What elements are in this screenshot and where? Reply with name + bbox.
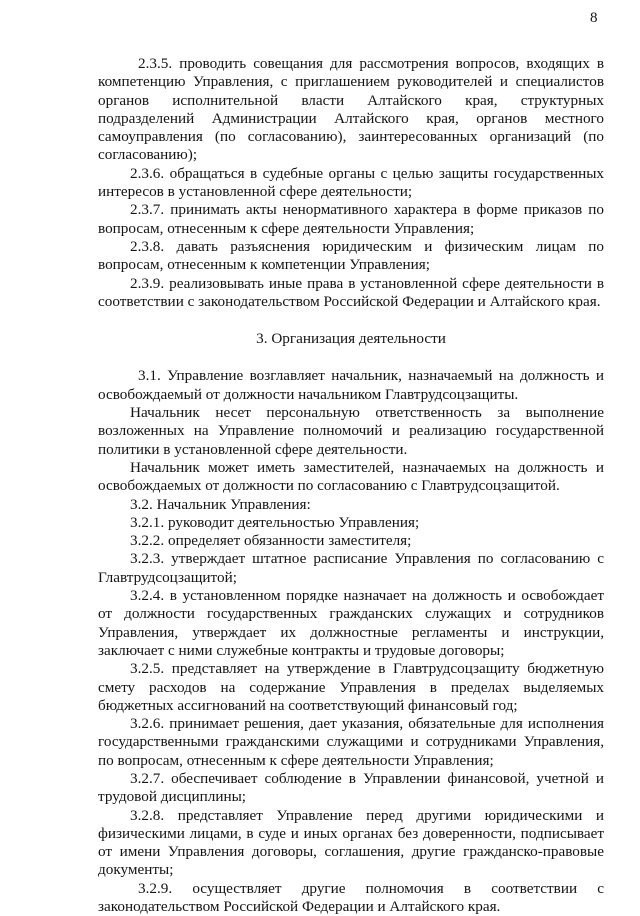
paragraph-2-3-8: 2.3.8. давать разъяснения юридическим и физическим лицам по вопросам, отнесенным к компетенции Управления; bbox=[98, 237, 604, 274]
paragraph-3-2-6: 3.2.6. принимает решения, дает указания, обязательные для исполнения государственными гражданскими служащими и сотрудниками Управления, по вопросам, отнесенным к сфере деятельности Управления; bbox=[98, 715, 604, 769]
paragraph-3-2-4: 3.2.4. в установленном порядке назначает на должность и освобождает от должности государственных гражданских служащих и сотрудников Управления, утверждает их должностные регламенты и инструкции, заключает с ними служебные контракты и трудовые договоры; bbox=[98, 587, 604, 659]
paragraph-3-2: 3.2. Начальник Управления: bbox=[130, 495, 311, 513]
paragraph-3-1: 3.1. Управление возглавляет начальник, назначаемый на должность и освобождаемый от должности начальником Главтрудсоцзащиты. bbox=[98, 367, 604, 403]
document-body bbox=[98, 55, 604, 916]
paragraph-2-3-6: 2.3.6. обращаться в судебные органы с целью защиты государственных интересов в установленной сфере деятельности; bbox=[98, 164, 604, 201]
paragraph-3-2-8: 3.2.8. представляет Управление перед другими юридическими и физическими лицами, в суде и иных органах без доверенности, подписывает от имени Управления договоры, соглашения, другие гражданско-правовые документы; bbox=[98, 806, 604, 879]
paragraph-3-2-7: 3.2.7. обеспечивает соблюдение в Управлении финансовой, учетной и трудовой дисциплины; bbox=[98, 769, 604, 806]
paragraph-2-3-5: 2.3.5. проводить совещания для рассмотрения вопросов, входящих в компетенцию Управления, с приглашением руководителей и специалистов органов исполнительной власти Алтайского края, структурных подразделений Администрации Алтайского края, органов местного самоуправления (по согласованию), заинтересованных организаций (по согласованию); bbox=[98, 55, 604, 164]
paragraph-responsibility: Начальник несет персональную ответственность за выполнение возложенных на Управление полномочий и реализацию государственной политики в установленной сфере деятельности. bbox=[98, 404, 604, 458]
paragraph-3-2-1: 3.2.1. руководит деятельностью Управления; bbox=[130, 513, 420, 531]
page-number: 8 bbox=[590, 10, 598, 26]
paragraph-2-3-9: 2.3.9. реализовывать иные права в установленной сфере деятельности в соответствии с законодательством Российской Федерации и Алтайского края. bbox=[98, 274, 604, 310]
paragraph-3-2-9: 3.2.9. осуществляет другие полномочия в соответствии с законодательством Российской Федерации и Алтайского края. bbox=[98, 879, 604, 916]
section-title: 3. Организация деятельности bbox=[256, 330, 446, 348]
paragraph-deputies: Начальник может иметь заместителей, назначаемых на должность и освобождаемых от должности по согласованию с Главтрудсоцзащитой. bbox=[98, 458, 604, 495]
paragraph-3-2-5: 3.2.5. представляет на утверждение в Главтрудсоцзащиту бюджетную смету расходов на содержание Управления в пределах выделяемых бюджетных ассигнований на соответствующий финансовый год; bbox=[98, 660, 604, 714]
paragraph-3-2-3: 3.2.3. утверждает штатное расписание Управления по согласованию с Главтрудсоцзащитой; bbox=[98, 550, 604, 586]
paragraph-3-2-2: 3.2.2. определяет обязанности заместителя; bbox=[130, 532, 412, 550]
paragraph-2-3-7: 2.3.7. принимать акты ненормативного характера в форме приказов по вопросам, отнесенным к сфере деятельности Управления; bbox=[98, 201, 604, 237]
